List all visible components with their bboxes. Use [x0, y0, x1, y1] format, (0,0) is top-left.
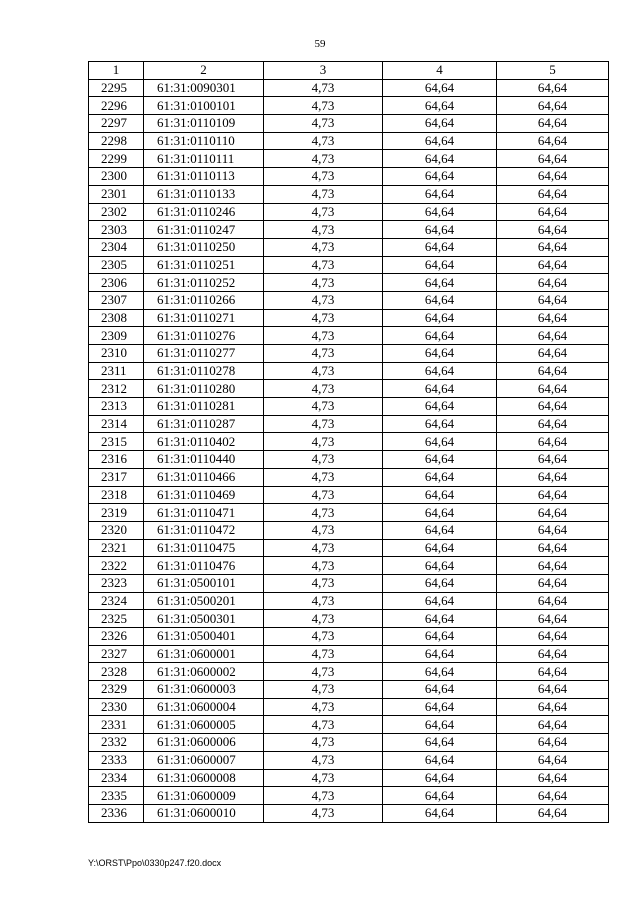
value-cell: 4,73	[264, 309, 383, 327]
value-cell: 64,64	[383, 150, 497, 168]
value-cell: 64,64	[497, 238, 609, 256]
row-number-cell: 2309	[89, 327, 144, 345]
value-cell: 64,64	[497, 486, 609, 504]
value-cell: 64,64	[497, 380, 609, 398]
row-number-cell: 2334	[89, 769, 144, 787]
table-row	[89, 521, 609, 539]
value-cell: 4,73	[264, 451, 383, 469]
value-cell: 4,73	[264, 238, 383, 256]
value-cell: 64,64	[383, 221, 497, 239]
value-cell: 64,64	[383, 327, 497, 345]
cadastral-number-cell: 61:31:0500101	[144, 574, 264, 592]
row-number-cell: 2335	[89, 787, 144, 805]
value-cell: 4,73	[264, 256, 383, 274]
row-number-cell: 2318	[89, 486, 144, 504]
value-cell: 4,73	[264, 751, 383, 769]
cadastral-number-cell: 61:31:0600006	[144, 734, 264, 752]
value-cell: 64,64	[497, 309, 609, 327]
value-cell: 64,64	[383, 681, 497, 699]
cadastral-number-cell: 61:31:0500401	[144, 628, 264, 646]
value-cell: 4,73	[264, 150, 383, 168]
value-cell: 64,64	[383, 291, 497, 309]
table-row	[89, 504, 609, 522]
row-number-cell: 2331	[89, 716, 144, 734]
cadastral-number-cell: 61:31:0600007	[144, 751, 264, 769]
value-cell: 64,64	[383, 504, 497, 522]
row-number-cell: 2324	[89, 592, 144, 610]
value-cell: 4,73	[264, 79, 383, 97]
value-cell: 4,73	[264, 698, 383, 716]
table-row	[89, 132, 609, 150]
row-number-cell: 2333	[89, 751, 144, 769]
row-number-cell: 2322	[89, 557, 144, 575]
value-cell: 4,73	[264, 486, 383, 504]
value-cell: 64,64	[383, 539, 497, 557]
row-number-cell: 2299	[89, 150, 144, 168]
table-row	[89, 769, 609, 787]
value-cell: 64,64	[497, 345, 609, 363]
value-cell: 64,64	[383, 628, 497, 646]
value-cell: 64,64	[383, 787, 497, 805]
value-cell: 64,64	[383, 274, 497, 292]
cadastral-number-cell: 61:31:0500301	[144, 610, 264, 628]
value-cell: 64,64	[497, 221, 609, 239]
value-cell: 64,64	[497, 451, 609, 469]
value-cell: 64,64	[497, 79, 609, 97]
value-cell: 64,64	[497, 574, 609, 592]
row-number-cell: 2302	[89, 203, 144, 221]
value-cell: 64,64	[383, 203, 497, 221]
value-cell: 64,64	[383, 574, 497, 592]
value-cell: 64,64	[383, 451, 497, 469]
cadastral-number-cell: 61:31:0110476	[144, 557, 264, 575]
value-cell: 64,64	[497, 185, 609, 203]
value-cell: 4,73	[264, 521, 383, 539]
table-row	[89, 681, 609, 699]
row-number-cell: 2310	[89, 345, 144, 363]
table-row	[89, 185, 609, 203]
value-cell: 64,64	[497, 557, 609, 575]
value-cell: 4,73	[264, 787, 383, 805]
column-header: 1	[89, 62, 144, 80]
cadastral-number-cell: 61:31:0500201	[144, 592, 264, 610]
value-cell: 4,73	[264, 433, 383, 451]
table-body	[89, 79, 609, 822]
value-cell: 4,73	[264, 203, 383, 221]
table-row	[89, 592, 609, 610]
row-number-cell: 2328	[89, 663, 144, 681]
row-number-cell: 2306	[89, 274, 144, 292]
cadastral-number-cell: 61:31:0110113	[144, 168, 264, 186]
value-cell: 64,64	[383, 79, 497, 97]
row-number-cell: 2295	[89, 79, 144, 97]
row-number-cell: 2307	[89, 291, 144, 309]
value-cell: 4,73	[264, 681, 383, 699]
row-number-cell: 2325	[89, 610, 144, 628]
value-cell: 4,73	[264, 97, 383, 115]
cadastral-number-cell: 61:31:0110277	[144, 345, 264, 363]
column-header: 2	[144, 62, 264, 80]
value-cell: 64,64	[383, 398, 497, 416]
value-cell: 64,64	[383, 663, 497, 681]
cadastral-number-cell: 61:31:0100101	[144, 97, 264, 115]
cadastral-number-cell: 61:31:0600005	[144, 716, 264, 734]
cadastral-number-cell: 61:31:0110109	[144, 115, 264, 133]
table-row	[89, 398, 609, 416]
table-row	[89, 115, 609, 133]
value-cell: 64,64	[383, 751, 497, 769]
data-table	[88, 61, 609, 823]
value-cell: 64,64	[497, 132, 609, 150]
value-cell: 64,64	[497, 592, 609, 610]
cadastral-number-cell: 61:31:0110266	[144, 291, 264, 309]
table-row	[89, 327, 609, 345]
value-cell: 64,64	[497, 610, 609, 628]
row-number-cell: 2326	[89, 628, 144, 646]
table-row	[89, 309, 609, 327]
cadastral-number-cell: 61:31:0110472	[144, 521, 264, 539]
row-number-cell: 2300	[89, 168, 144, 186]
row-number-cell: 2304	[89, 238, 144, 256]
table-row	[89, 468, 609, 486]
value-cell: 4,73	[264, 468, 383, 486]
row-number-cell: 2308	[89, 309, 144, 327]
cadastral-number-cell: 61:31:0110280	[144, 380, 264, 398]
value-cell: 4,73	[264, 610, 383, 628]
table-row	[89, 716, 609, 734]
value-cell: 64,64	[383, 115, 497, 133]
row-number-cell: 2298	[89, 132, 144, 150]
value-cell: 4,73	[264, 362, 383, 380]
value-cell: 64,64	[497, 256, 609, 274]
value-cell: 4,73	[264, 804, 383, 822]
value-cell: 64,64	[497, 539, 609, 557]
value-cell: 64,64	[497, 645, 609, 663]
table-row	[89, 238, 609, 256]
value-cell: 4,73	[264, 539, 383, 557]
row-number-cell: 2315	[89, 433, 144, 451]
value-cell: 64,64	[497, 698, 609, 716]
value-cell: 4,73	[264, 734, 383, 752]
table-row	[89, 203, 609, 221]
cadastral-number-cell: 61:31:0110440	[144, 451, 264, 469]
value-cell: 64,64	[383, 238, 497, 256]
cadastral-number-cell: 61:31:0110471	[144, 504, 264, 522]
table-row	[89, 362, 609, 380]
cadastral-number-cell: 61:31:0600010	[144, 804, 264, 822]
table-row	[89, 787, 609, 805]
cadastral-number-cell: 61:31:0600001	[144, 645, 264, 663]
table-row	[89, 345, 609, 363]
cadastral-number-cell: 61:31:0110250	[144, 238, 264, 256]
cadastral-number-cell: 61:31:0600009	[144, 787, 264, 805]
cadastral-number-cell: 61:31:0090301	[144, 79, 264, 97]
value-cell: 4,73	[264, 574, 383, 592]
table-row	[89, 734, 609, 752]
value-cell: 64,64	[383, 433, 497, 451]
value-cell: 4,73	[264, 628, 383, 646]
row-number-cell: 2313	[89, 398, 144, 416]
value-cell: 64,64	[383, 521, 497, 539]
row-number-cell: 2314	[89, 415, 144, 433]
cadastral-number-cell: 61:31:0110110	[144, 132, 264, 150]
value-cell: 4,73	[264, 185, 383, 203]
value-cell: 64,64	[383, 804, 497, 822]
value-cell: 64,64	[383, 256, 497, 274]
row-number-cell: 2336	[89, 804, 144, 822]
row-number-cell: 2320	[89, 521, 144, 539]
value-cell: 64,64	[383, 468, 497, 486]
value-cell: 64,64	[497, 628, 609, 646]
value-cell: 4,73	[264, 645, 383, 663]
cadastral-number-cell: 61:31:0110469	[144, 486, 264, 504]
value-cell: 4,73	[264, 345, 383, 363]
value-cell: 64,64	[497, 751, 609, 769]
cadastral-number-cell: 61:31:0600003	[144, 681, 264, 699]
value-cell: 64,64	[383, 486, 497, 504]
value-cell: 4,73	[264, 663, 383, 681]
cadastral-number-cell: 61:31:0110252	[144, 274, 264, 292]
value-cell: 64,64	[497, 504, 609, 522]
value-cell: 64,64	[383, 185, 497, 203]
table-row	[89, 610, 609, 628]
row-number-cell: 2317	[89, 468, 144, 486]
cadastral-number-cell: 61:31:0110111	[144, 150, 264, 168]
row-number-cell: 2296	[89, 97, 144, 115]
value-cell: 64,64	[497, 150, 609, 168]
value-cell: 64,64	[497, 274, 609, 292]
cadastral-number-cell: 61:31:0110402	[144, 433, 264, 451]
page-number: 59	[314, 38, 326, 50]
value-cell: 64,64	[497, 681, 609, 699]
value-cell: 4,73	[264, 115, 383, 133]
table-row	[89, 256, 609, 274]
value-cell: 64,64	[383, 97, 497, 115]
row-number-cell: 2321	[89, 539, 144, 557]
row-number-cell: 2316	[89, 451, 144, 469]
row-number-cell: 2332	[89, 734, 144, 752]
table-row	[89, 380, 609, 398]
value-cell: 64,64	[383, 380, 497, 398]
row-number-cell: 2297	[89, 115, 144, 133]
cadastral-number-cell: 61:31:0600008	[144, 769, 264, 787]
row-number-cell: 2301	[89, 185, 144, 203]
table-row	[89, 451, 609, 469]
value-cell: 64,64	[497, 415, 609, 433]
value-cell: 64,64	[383, 309, 497, 327]
cadastral-number-cell: 61:31:0110246	[144, 203, 264, 221]
row-number-cell: 2312	[89, 380, 144, 398]
value-cell: 64,64	[383, 168, 497, 186]
table-row	[89, 751, 609, 769]
value-cell: 64,64	[497, 468, 609, 486]
table-row	[89, 79, 609, 97]
row-number-cell: 2327	[89, 645, 144, 663]
cadastral-number-cell: 61:31:0110247	[144, 221, 264, 239]
cadastral-number-cell: 61:31:0110475	[144, 539, 264, 557]
value-cell: 4,73	[264, 504, 383, 522]
value-cell: 64,64	[497, 203, 609, 221]
table-row	[89, 628, 609, 646]
value-cell: 64,64	[383, 132, 497, 150]
value-cell: 4,73	[264, 132, 383, 150]
value-cell: 64,64	[383, 734, 497, 752]
cadastral-number-cell: 61:31:0600004	[144, 698, 264, 716]
row-number-cell: 2305	[89, 256, 144, 274]
value-cell: 4,73	[264, 398, 383, 416]
table-row	[89, 221, 609, 239]
value-cell: 64,64	[383, 362, 497, 380]
row-number-cell: 2319	[89, 504, 144, 522]
cadastral-number-cell: 61:31:0110281	[144, 398, 264, 416]
column-header: 4	[383, 62, 497, 80]
cadastral-number-cell: 61:31:0110251	[144, 256, 264, 274]
value-cell: 64,64	[383, 769, 497, 787]
value-cell: 4,73	[264, 291, 383, 309]
table-row	[89, 97, 609, 115]
value-cell: 64,64	[497, 291, 609, 309]
row-number-cell: 2329	[89, 681, 144, 699]
value-cell: 64,64	[497, 115, 609, 133]
table-row	[89, 168, 609, 186]
value-cell: 64,64	[497, 716, 609, 734]
value-cell: 64,64	[497, 734, 609, 752]
value-cell: 64,64	[497, 168, 609, 186]
value-cell: 4,73	[264, 327, 383, 345]
value-cell: 64,64	[497, 433, 609, 451]
table-row	[89, 150, 609, 168]
value-cell: 64,64	[497, 663, 609, 681]
cadastral-number-cell: 61:31:0110276	[144, 327, 264, 345]
table-row	[89, 645, 609, 663]
table-row	[89, 415, 609, 433]
table-row	[89, 486, 609, 504]
value-cell: 64,64	[383, 415, 497, 433]
row-number-cell: 2323	[89, 574, 144, 592]
cadastral-number-cell: 61:31:0600002	[144, 663, 264, 681]
table-row	[89, 557, 609, 575]
value-cell: 64,64	[383, 345, 497, 363]
row-number-cell: 2311	[89, 362, 144, 380]
column-header: 3	[264, 62, 383, 80]
value-cell: 64,64	[497, 327, 609, 345]
row-number-cell: 2303	[89, 221, 144, 239]
cadastral-number-cell: 61:31:0110271	[144, 309, 264, 327]
cadastral-number-cell: 61:31:0110466	[144, 468, 264, 486]
table-row	[89, 291, 609, 309]
value-cell: 4,73	[264, 716, 383, 734]
value-cell: 64,64	[497, 769, 609, 787]
value-cell: 4,73	[264, 415, 383, 433]
value-cell: 64,64	[497, 398, 609, 416]
value-cell: 4,73	[264, 557, 383, 575]
value-cell: 64,64	[497, 521, 609, 539]
value-cell: 64,64	[497, 97, 609, 115]
value-cell: 4,73	[264, 769, 383, 787]
row-number-cell: 2330	[89, 698, 144, 716]
table-row	[89, 274, 609, 292]
value-cell: 4,73	[264, 274, 383, 292]
value-cell: 64,64	[497, 787, 609, 805]
value-cell: 4,73	[264, 168, 383, 186]
table-row	[89, 539, 609, 557]
value-cell: 64,64	[383, 610, 497, 628]
value-cell: 64,64	[383, 698, 497, 716]
value-cell: 4,73	[264, 592, 383, 610]
value-cell: 64,64	[383, 716, 497, 734]
value-cell: 4,73	[264, 380, 383, 398]
value-cell: 64,64	[497, 804, 609, 822]
value-cell: 64,64	[383, 592, 497, 610]
footer-file-path: Y:\ORST\Ppo\0330p247.f20.docx	[88, 858, 222, 868]
cadastral-number-cell: 61:31:0110278	[144, 362, 264, 380]
column-header: 5	[497, 62, 609, 80]
table-row	[89, 698, 609, 716]
value-cell: 64,64	[497, 362, 609, 380]
value-cell: 64,64	[383, 645, 497, 663]
value-cell: 4,73	[264, 221, 383, 239]
table-header-row	[89, 62, 609, 80]
value-cell: 64,64	[383, 557, 497, 575]
table-row	[89, 574, 609, 592]
cadastral-number-cell: 61:31:0110133	[144, 185, 264, 203]
cadastral-number-cell: 61:31:0110287	[144, 415, 264, 433]
table-row	[89, 663, 609, 681]
table-row	[89, 433, 609, 451]
table-row	[89, 804, 609, 822]
